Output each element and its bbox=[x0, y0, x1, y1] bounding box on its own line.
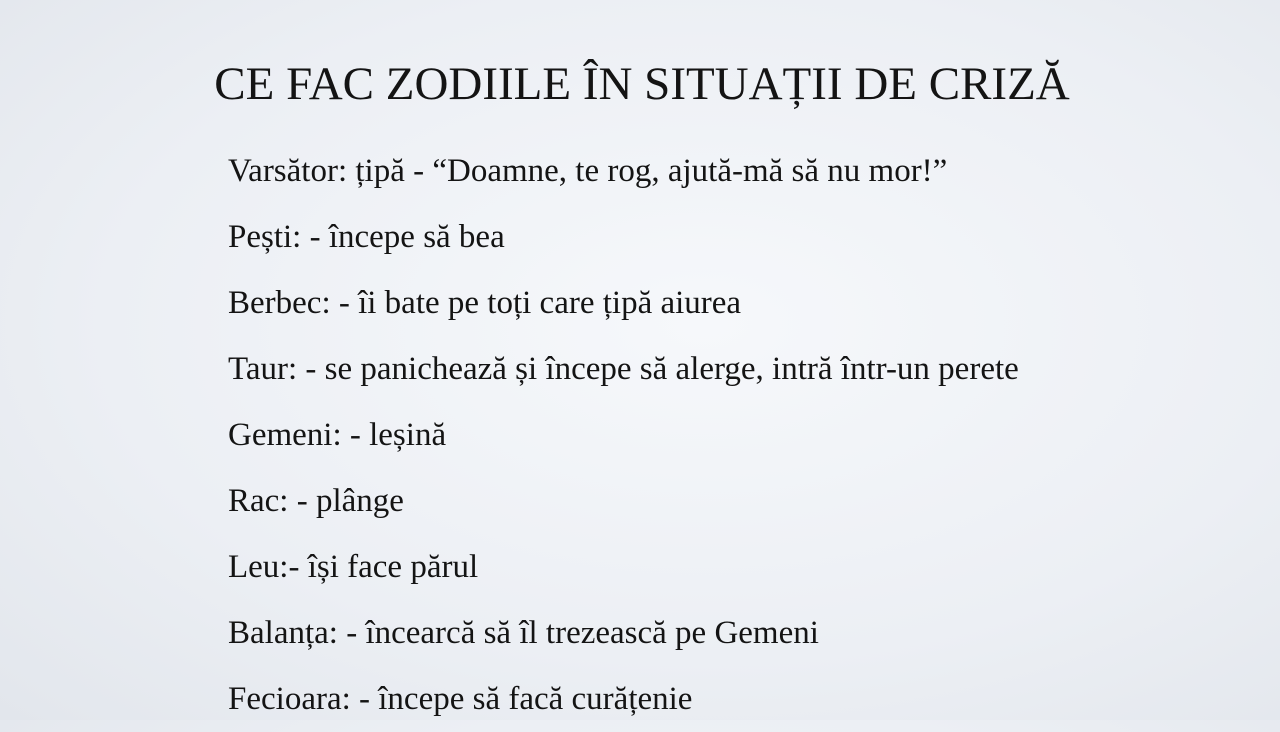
list-item-balanta: Balanța: - încearcă să îl trezească pe Gemeni bbox=[228, 615, 819, 651]
list-item-varsator: Varsător: țipă - “Doamne, te rog, ajută-mă să nu mor!” bbox=[228, 153, 948, 189]
list-item-leu: Leu:- își face părul bbox=[228, 549, 479, 585]
page-title: CE FAC ZODIILE ÎN SITUAȚII DE CRIZĂ bbox=[214, 58, 1070, 110]
list-item-taur: Taur: - se panichează și începe să alerge, intră într-un perete bbox=[228, 351, 1019, 387]
list-item-berbec: Berbec: - îi bate pe toți care țipă aiurea bbox=[228, 285, 742, 321]
list-item-gemeni: Gemeni: - leșină bbox=[228, 417, 447, 453]
zodiac-list bbox=[228, 138, 1019, 732]
list-item-fecioara: Fecioara: - începe să facă curățenie bbox=[228, 681, 693, 717]
list-item-rac: Rac: - plânge bbox=[228, 483, 404, 519]
list-item-pesti: Pești: - începe să bea bbox=[228, 219, 505, 255]
